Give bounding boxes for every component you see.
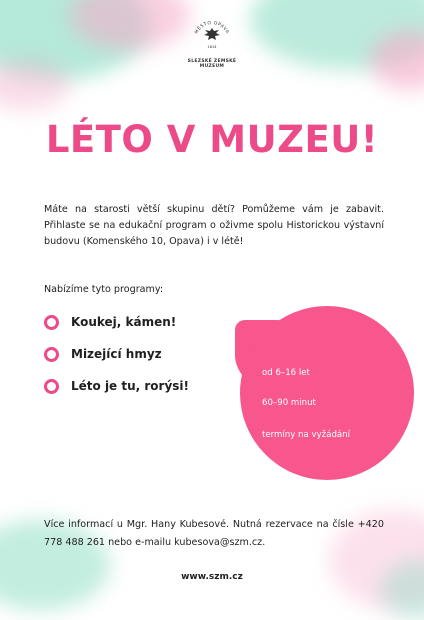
ring-bullet-icon — [44, 315, 59, 330]
programs-heading: Nabízíme tyto programy: — [44, 284, 164, 295]
program-label: Koukej, kámen! — [71, 315, 177, 329]
age-range: od 6–16 let — [262, 368, 310, 378]
logo-year: 1814 — [207, 45, 217, 49]
info-bubble — [240, 306, 414, 480]
museum-logo — [176, 14, 248, 69]
intro-paragraph: Máte na starosti větší skupinu dětí? Pomůžeme vám je zabavit. Přihlaste se na edukační program o oživme spolu Historickou výstavní budovu (Komenského 10, Opava) i v létě! — [44, 204, 384, 247]
logo-arc-text: MĚSTO OPAVA — [194, 20, 230, 35]
program-label: Léto je tu, rorýsi! — [71, 379, 190, 393]
list-item — [44, 376, 189, 396]
list-item — [44, 344, 189, 364]
program-duration: 60–90 minut — [262, 398, 316, 408]
page-title: LÉTO V MUZEU! — [45, 118, 379, 161]
ring-bullet-icon — [44, 379, 59, 394]
eagle-emblem-icon — [190, 14, 234, 58]
ring-bullet-icon — [44, 347, 59, 362]
program-list — [44, 312, 189, 408]
contact-paragraph: Více informací u Mgr. Hany Kubesové. Nutná rezervace na čísle +420 778 488 261 nebo e-mailu kubesova@szm.cz. — [44, 519, 384, 548]
dates-note: termíny na vyžádání — [262, 430, 351, 440]
website-link[interactable]: www.szm.cz — [181, 572, 243, 582]
list-item — [44, 312, 189, 332]
logo-name: SLEZSKÉ ZEMSKÉ MUZEUM — [187, 59, 237, 69]
program-label: Mizející hmyz — [71, 347, 162, 361]
